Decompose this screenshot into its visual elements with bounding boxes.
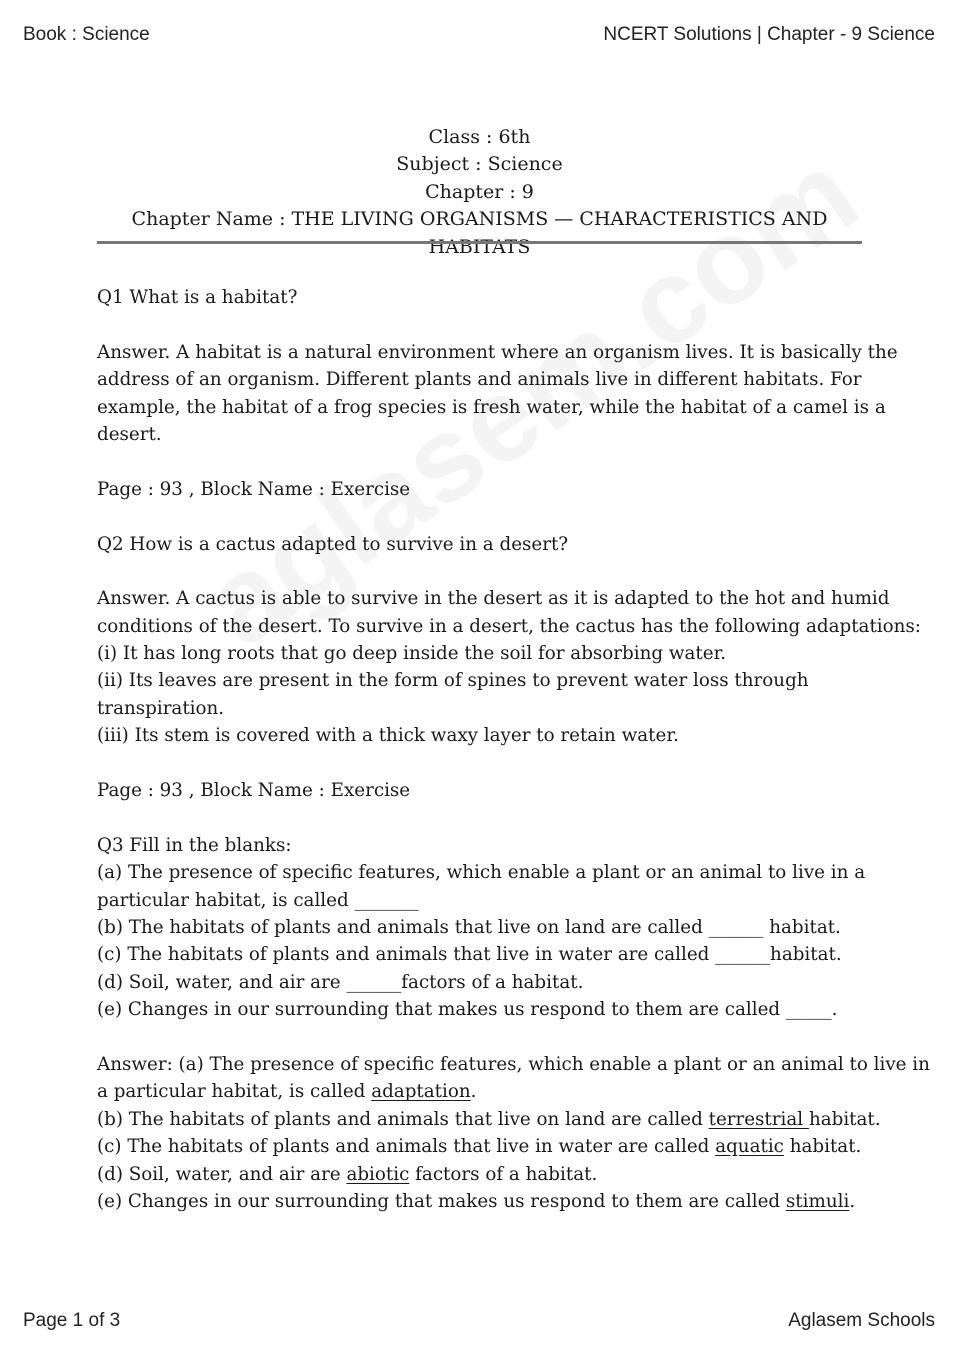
answer-term: adaptation bbox=[371, 1081, 471, 1103]
page-reference-1: Page : 93 , Block Name : Exercise bbox=[97, 478, 411, 500]
answer-3-line bbox=[97, 1133, 869, 1160]
answer-term: abiotic bbox=[346, 1163, 410, 1185]
answer-1-line: Answer. A habitat is a natural environment where an organism lives. It is basically the bbox=[97, 341, 898, 363]
page-reference-2: Page : 93 , Block Name : Exercise bbox=[97, 780, 411, 802]
question-1: Q1 What is a habitat? bbox=[97, 287, 298, 308]
answer-text: (c) The habitats of plants and animals that live in water are called bbox=[97, 1136, 716, 1158]
fill-blank-item: (c) The habitats of plants and animals that live in water are called ______habitat. bbox=[97, 944, 842, 966]
answer-3-line bbox=[97, 1106, 881, 1133]
answer-term: aquatic bbox=[715, 1136, 784, 1158]
header-chapter-label: NCERT Solutions | Chapter - 9 Science bbox=[603, 24, 935, 45]
answer-text: habitat. bbox=[783, 1136, 862, 1158]
answer-text: . bbox=[470, 1081, 477, 1103]
answer-2-line: (iii) Its stem is covered with a thick waxy layer to retain water. bbox=[97, 725, 679, 747]
answer-1-line: address of an organism. Different plants and animals live in different habitats. For bbox=[97, 369, 862, 391]
answer-2-line: (ii) Its leaves are present in the form of spines to prevent water loss through bbox=[97, 670, 809, 692]
subject-line: Subject : Science bbox=[396, 153, 563, 176]
answer-term: stimuli bbox=[785, 1190, 850, 1212]
footer-publisher: Aglasem Schools bbox=[788, 1310, 935, 1331]
answer-text: a particular habitat, is called bbox=[97, 1081, 372, 1103]
answer-text: (e) Changes in our surrounding that makes us respond to them are called bbox=[97, 1190, 786, 1212]
answer-2-line: conditions of the desert. To survive in a desert, the cactus has the following adaptations: bbox=[97, 615, 921, 637]
answer-term: terrestrial bbox=[708, 1108, 809, 1130]
header-book-label: Book : Science bbox=[23, 24, 150, 45]
chapter-line: Chapter : 9 bbox=[425, 180, 534, 203]
answer-1-line: desert. bbox=[97, 423, 162, 445]
answer-text: factors of a habitat. bbox=[409, 1163, 598, 1185]
fill-blank-item: (e) Changes in our surrounding that makes us respond to them are called _____. bbox=[97, 999, 838, 1021]
answer-3-line bbox=[97, 1188, 869, 1215]
chapter-name-line: Chapter Name : THE LIVING ORGANISMS — CHARACTERISTICS AND HABITATS bbox=[131, 208, 828, 258]
answer-text: (d) Soil, water, and air are bbox=[97, 1163, 347, 1185]
answer-text: habitat. bbox=[808, 1108, 881, 1130]
question-2: Q2 How is a cactus adapted to survive in a desert? bbox=[97, 533, 569, 555]
class-line: Class : 6th bbox=[428, 126, 531, 148]
document-body bbox=[97, 284, 930, 1215]
title-divider bbox=[97, 241, 862, 244]
answer-3-line bbox=[97, 1078, 869, 1105]
answer-2-line: (i) It has long roots that go deep inside the soil for absorbing water. bbox=[97, 643, 727, 665]
fill-blank-item: particular habitat, is called _______ bbox=[97, 889, 419, 911]
fill-blank-item: (a) The presence of specific features, which enable a plant or an animal to live in a bbox=[97, 862, 866, 884]
fill-blank-item: (b) The habitats of plants and animals that live on land are called ______ habitat. bbox=[97, 916, 841, 938]
answer-2-line: Answer. A cactus is able to survive in the desert as it is adapted to the hot and humid bbox=[97, 588, 890, 610]
fill-blank-item: (d) Soil, water, and air are ______factors of a habitat. bbox=[97, 971, 584, 993]
answer-text: (b) The habitats of plants and animals that live on land are called bbox=[97, 1108, 709, 1130]
answer-2-line: transpiration. bbox=[97, 697, 225, 719]
answer-1-line: example, the habitat of a frog species is fresh water, while the habitat of a camel is a bbox=[97, 396, 886, 418]
footer-page-number: Page 1 of 3 bbox=[23, 1310, 121, 1331]
question-3: Q3 Fill in the blanks: bbox=[97, 834, 292, 856]
answer-text: . bbox=[849, 1190, 856, 1212]
answer-3-line bbox=[97, 1161, 869, 1188]
answer-3-line: Answer: (a) The presence of specific features, which enable a plant or an animal to live in bbox=[97, 1053, 930, 1075]
